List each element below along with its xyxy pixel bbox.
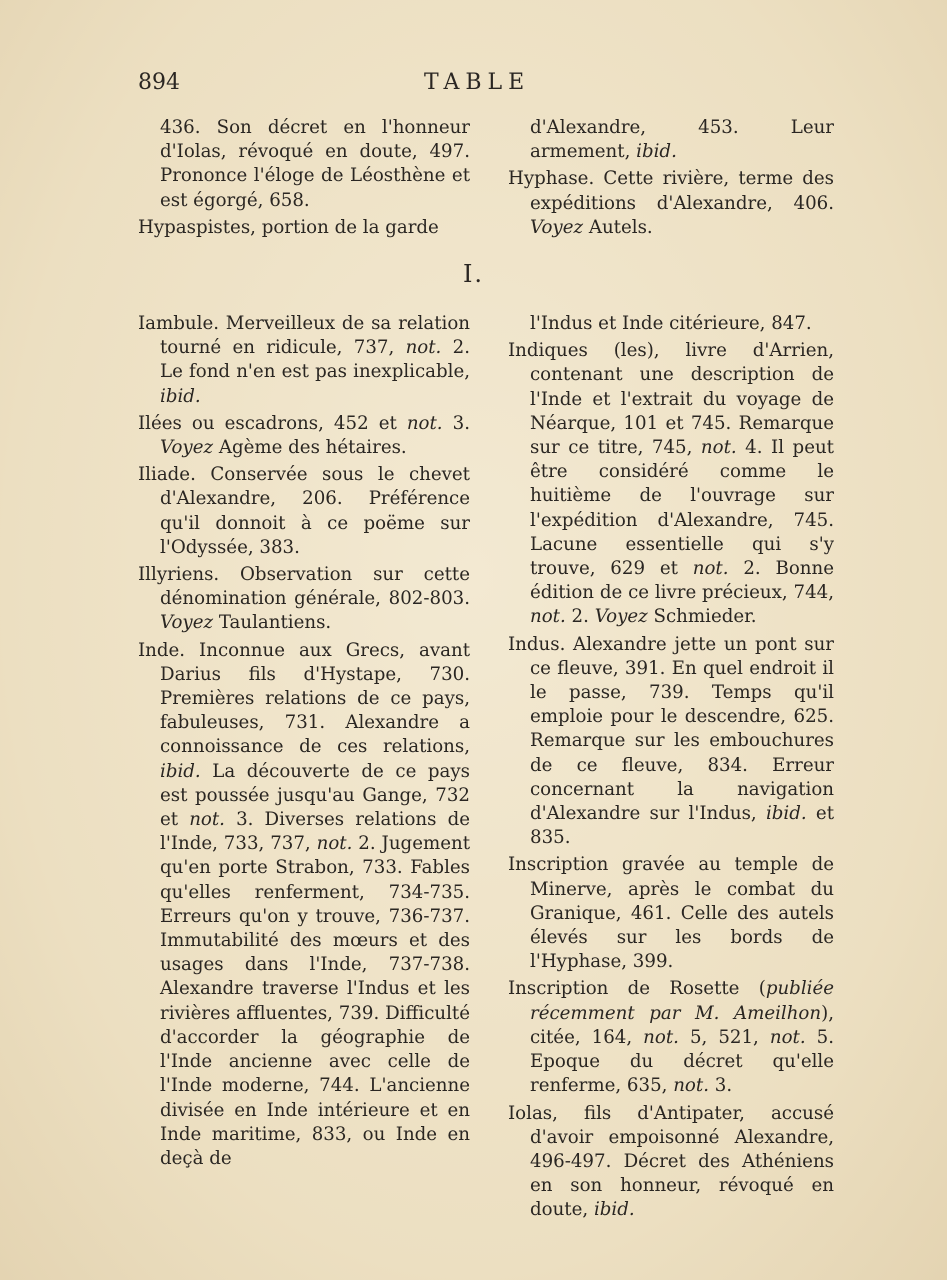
index-entry-inscription2 (508, 977, 834, 1098)
index-entry-iambule (138, 312, 470, 409)
entry-italic: Voyez (160, 437, 214, 459)
entry-text: Taulantiens. (213, 612, 332, 634)
entry-text: Iliade. Conservée sous le chevet d'Alexandre, 206. Préférence qu'il donnoit à ce poëme sur l'Odyssée, 383. (138, 464, 470, 558)
index-entry (508, 116, 834, 164)
index-entry-iolas (508, 1102, 834, 1223)
entry-italic: Voyez (594, 606, 648, 628)
entry-text: d'Alexandre, 453. Leur armement, (530, 117, 834, 163)
entry-text: 2. Bonne édition de ce livre précieux, 744, (530, 558, 834, 604)
entry-text: 2. (565, 606, 595, 628)
index-entry (138, 216, 470, 240)
index-entry-indus (508, 633, 834, 851)
entry-text: Illyriens. Observation sur cette dénomination générale, 802-803. (138, 564, 470, 610)
entry-italic: ibid. (160, 385, 201, 407)
entry-italic: publiée récemment par M. Ameilhon (530, 978, 834, 1024)
entry-italic: not. (673, 1075, 709, 1097)
entry-text: 2. Jugement qu'en porte Strabon, 733. Fables qu'elles renferment, 734-735. Erreurs qu'on y trouve, 736-737. Immutabilité des mœurs et des usages dans l'Inde, 737-738. Alexandre traverse l'Indus et les rivières affluentes, 739. Difficulté d'accorder la géographie de l'Inde ancienne avec celle de l'Inde moderne, 744. L'ancienne divisée en Inde intérieure et en Inde maritime, 833, ou Inde en deçà de (160, 833, 470, 1169)
entry-text: l'Indus et Inde citérieure, 847. (530, 313, 812, 334)
entry-text: 5. Epoque du décret qu'elle renferme, 635, (530, 1026, 834, 1097)
index-column-left (138, 312, 470, 1174)
entry-italic: not. (643, 1026, 679, 1048)
entry-italic: not. (189, 809, 225, 831)
entry-text: 3. Diverses relations de l'Inde, 733, 737, (160, 809, 471, 855)
entry-text: Iolas, fils d'Antipater, accusé d'avoir empoisonné Alexandre, 496-497. Décret des Athéniens en son honneur, révoqué en doute, (508, 1102, 834, 1221)
entry-italic: not. (405, 337, 442, 359)
index-entry-inde-cont (508, 312, 834, 336)
entry-text: La découverte de ce pays est poussée jusqu'au Gange, 732 et (160, 760, 470, 831)
index-entry-inde (138, 639, 470, 1171)
entry-italic: ibid. (593, 1199, 635, 1221)
entry-text: Autels. (583, 216, 653, 238)
entry-text: Indiques (les), livre d'Arrien, contenant une description de l'Inde et l'extrait du voyage de Néarque, 101 et 745. Remarque sur ce titre, 745, (508, 340, 834, 459)
entry-text: Ilées ou escadrons, 452 et (138, 412, 407, 434)
entry-italic: Voyez (530, 216, 584, 238)
running-head (0, 70, 947, 104)
entry-italic: Voyez (160, 612, 214, 634)
running-title: TABLE (424, 70, 531, 95)
entry-italic: not. (530, 606, 566, 628)
index-entry-indiques (508, 339, 834, 629)
index-entry-inscription1 (508, 853, 834, 974)
page-number: 894 (138, 70, 180, 95)
entry-headword: Hyphase (508, 168, 589, 190)
index-entry-iliade (138, 463, 470, 560)
entry-text: Inscription de Rosette ( (508, 978, 766, 1000)
entry-italic: not. (700, 437, 737, 459)
entry-italic: ibid. (160, 760, 201, 782)
entry-text: 3. (708, 1075, 733, 1097)
entry-text: Iambule. Merveilleux de sa relation tourné en ridicule, 737, (138, 313, 470, 359)
index-entry (508, 167, 834, 240)
entry-italic: not. (692, 558, 729, 580)
entry-text: et 835. (530, 803, 834, 849)
entry-text: Schmieder. (647, 606, 757, 628)
top-left-column (138, 116, 470, 243)
entry-text: 5, 521, (678, 1026, 770, 1048)
entry-headword: Hypaspistes (138, 216, 251, 238)
entry-text: Inde. Inconnue aux Grecs, avant Darius fils d'Hystape, 730. Premières relations de ce pays, fabuleuses, 731. Alexandre a connoissance de ces relations, (138, 639, 470, 758)
index-entry (138, 116, 470, 213)
entry-italic: not. (769, 1026, 806, 1048)
entry-italic: ibid. (765, 803, 807, 825)
section-letter: I. (462, 260, 485, 288)
index-entry-illyriens (138, 563, 470, 636)
entry-text: 2. Le fond n'en est pas inexplicable, (160, 337, 470, 383)
entry-text: Agème des hétaires. (213, 437, 407, 459)
entry-italic: ibid. (636, 141, 677, 163)
top-right-column (508, 116, 834, 243)
entry-text: 436. Son décret en l'honneur d'Iolas, révoqué en doute, 497. Prononce l'éloge de Léosthène et est égorgé, 658. (160, 117, 470, 211)
entry-text: . Cette rivière, terme des expéditions d'Alexandre, 406. (530, 168, 834, 214)
entry-text: Indus. Alexandre jette un pont sur ce fleuve, 391. En quel endroit il le passe, 739. Temps qu'il emploie pour le descendre, 625. Remarque sur les embouchures de ce fleuve, 834. Erreur concernant la navigation d'Alexandre sur l'Indus, (508, 633, 834, 825)
entry-text: , portion de la garde (250, 216, 439, 238)
entry-italic: not. (406, 412, 443, 434)
entry-text: 3. (442, 412, 470, 434)
entry-text: ), citée, 164, (530, 1002, 834, 1048)
index-entry-ilees (138, 412, 470, 460)
entry-text: 4. Il peut être considéré comme le huitième de l'ouvrage sur l'expédition d'Alexandre, 745. Lacune essentielle qui s'y trouve, 629 et (530, 437, 834, 580)
entry-italic: not. (316, 833, 353, 855)
index-column-right (508, 312, 834, 1226)
entry-text: Inscription gravée au temple de Minerve, après le combat du Granique, 461. Celle des autels élevés sur les bords de l'Hyphase, 399. (508, 854, 834, 973)
